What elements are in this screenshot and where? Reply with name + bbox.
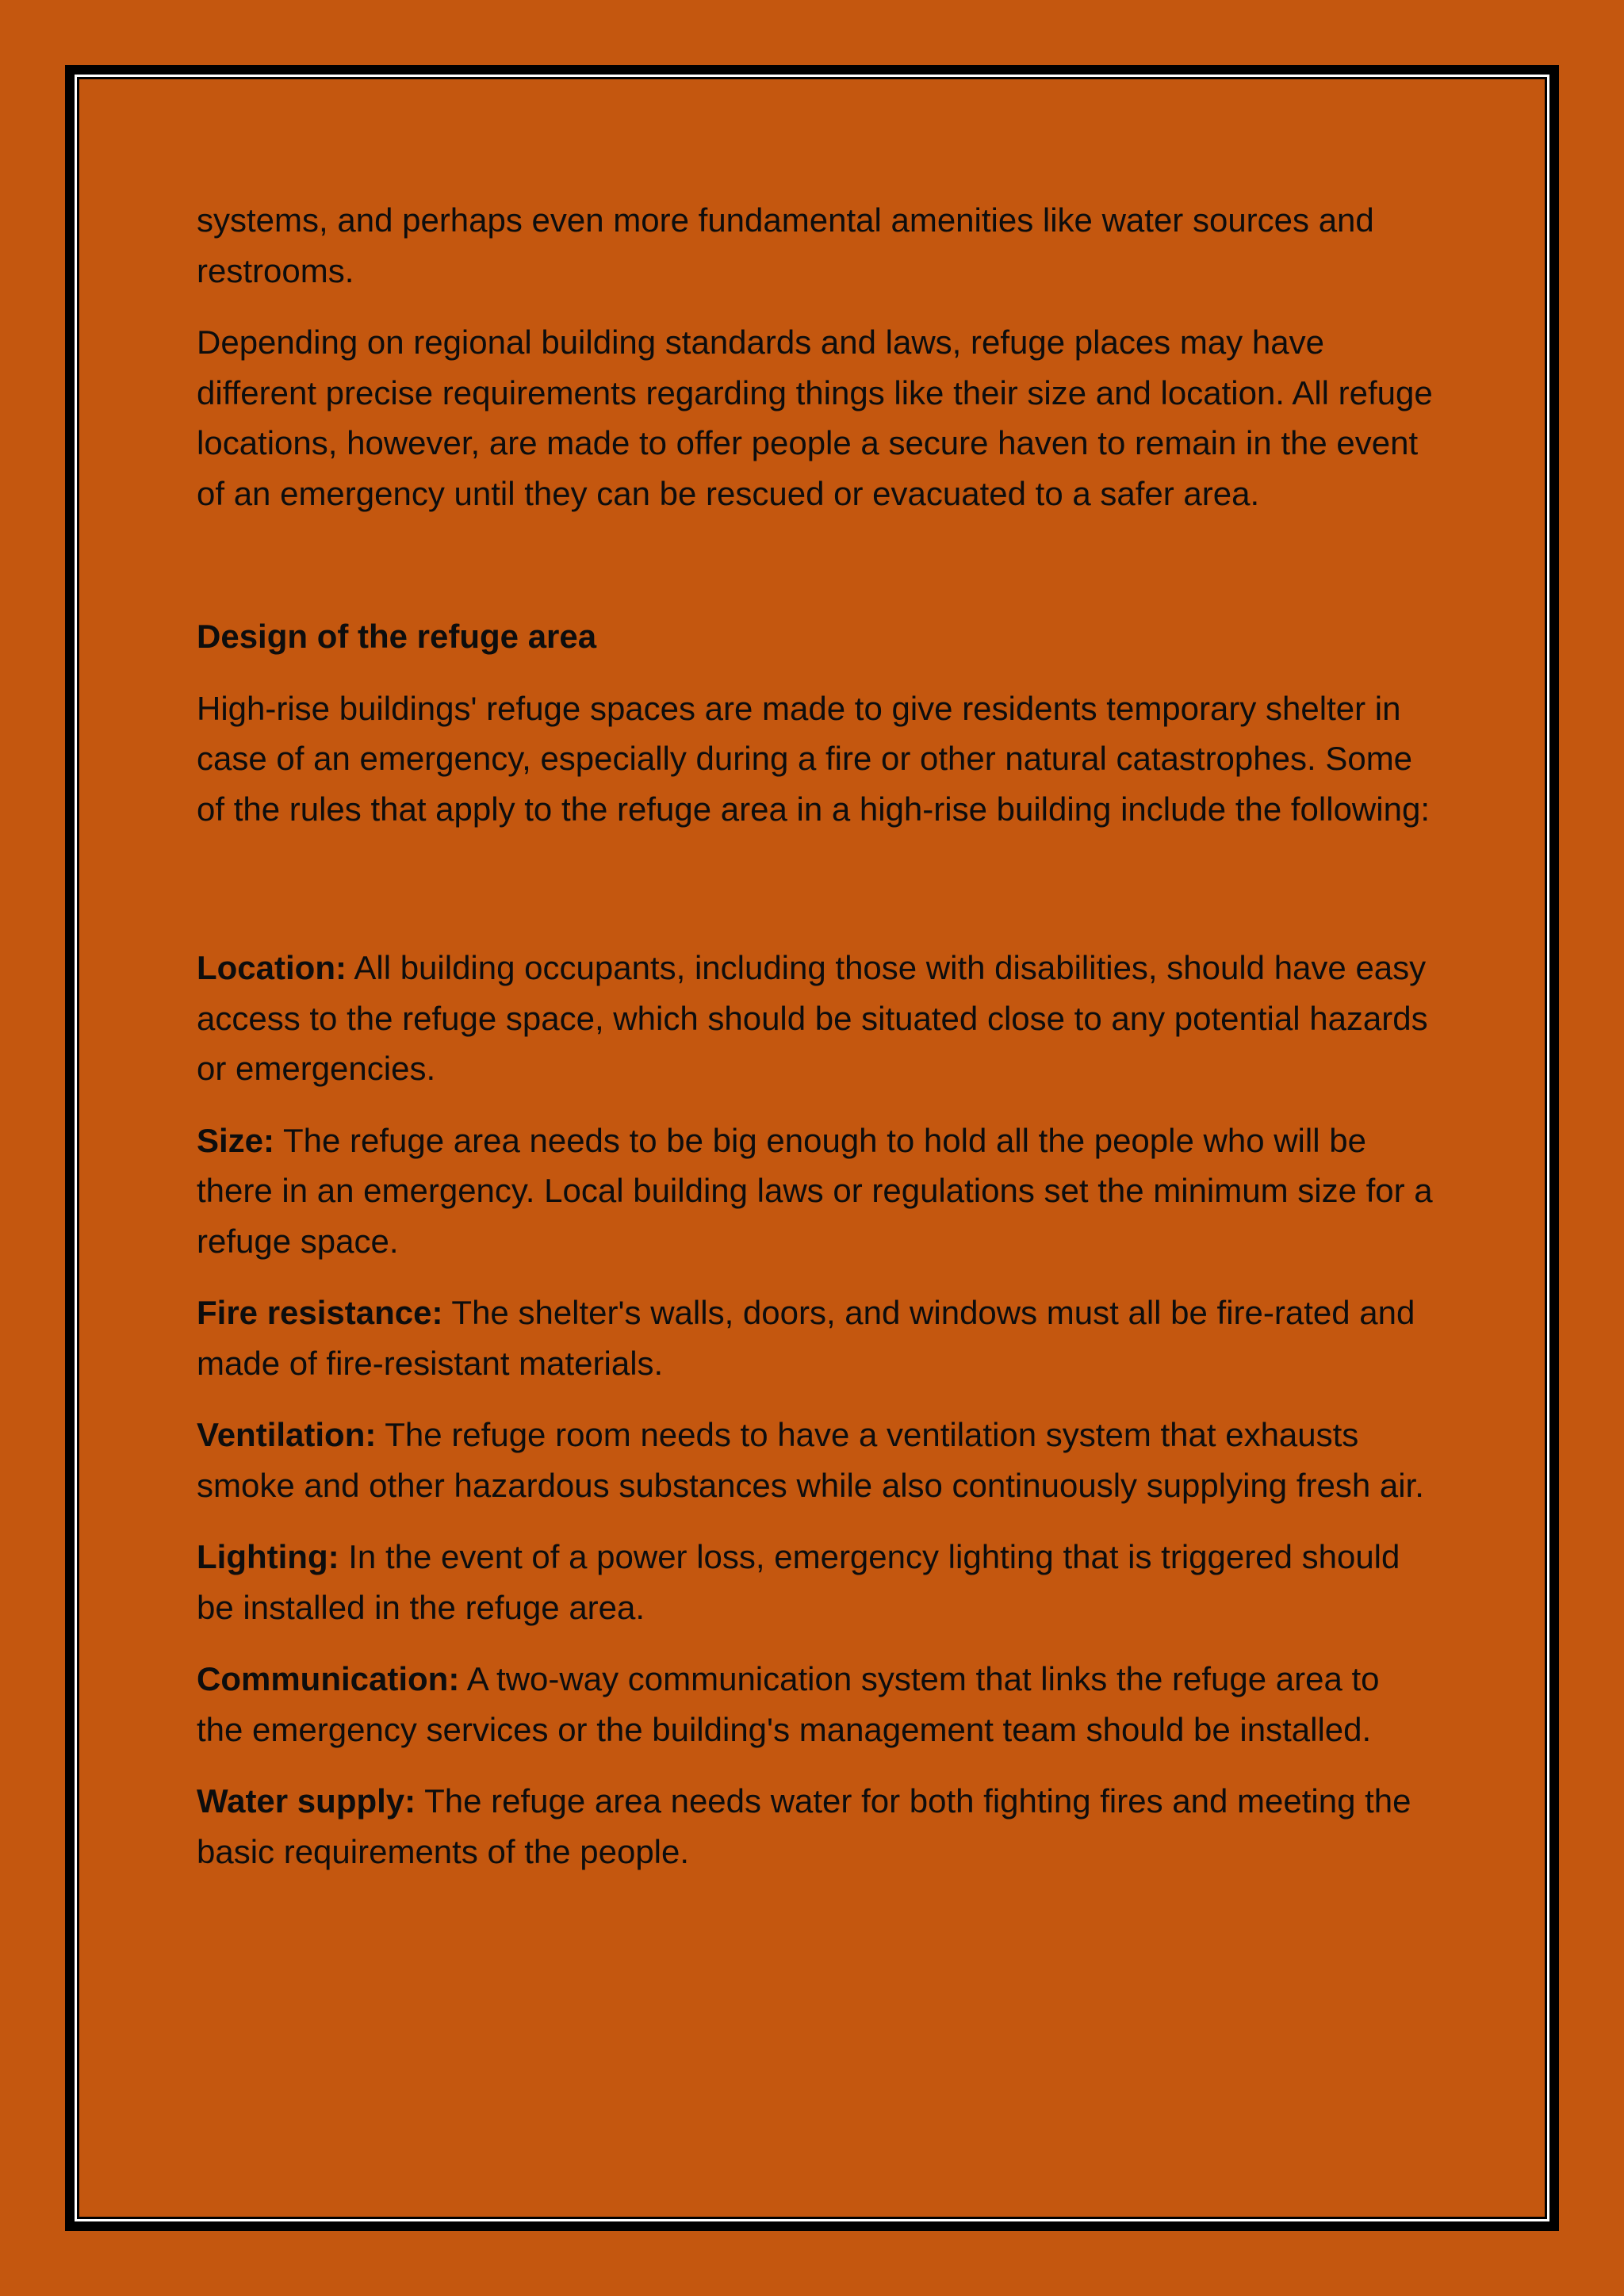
rule-item-text: The shelter's walls, doors, and windows must all be fire-rated and made of fire-resistant materials. xyxy=(197,1294,1415,1382)
rule-item-title: Lighting: xyxy=(197,1538,339,1575)
intro-paragraph-1: systems, and perhaps even more fundamental amenities like water sources and restrooms. xyxy=(197,201,1374,289)
rule-item-title: Fire resistance: xyxy=(197,1294,443,1331)
rule-item-lighting xyxy=(197,1532,1434,1632)
rule-item-water-supply xyxy=(197,1776,1434,1877)
rule-item-text: The refuge room needs to have a ventilation system that exhausts smoke and other hazardous substances while also continuously supplying fresh air. xyxy=(197,1416,1424,1504)
rule-item-title: Water supply: xyxy=(197,1782,416,1820)
rule-item-title: Communication: xyxy=(197,1660,460,1697)
rule-item-fire-resistance xyxy=(197,1288,1434,1388)
rule-item-text: A two-way communication system that links the refuge area to the emergency services or the building's management team should be installed. xyxy=(197,1660,1380,1748)
rule-item-title: Location: xyxy=(197,949,347,986)
spacer xyxy=(197,855,1434,943)
section-intro-paragraph: High-rise buildings' refuge spaces are made to give residents temporary shelter in case of an emergency, especially during a fire or other natural catastrophes. Some of the rules that apply to the refuge area in a high-rise building include the following: xyxy=(197,689,1430,828)
document-body xyxy=(197,195,1434,1898)
rule-item-communication xyxy=(197,1654,1434,1755)
intro-paragraph-2: Depending on regional building standards and laws, refuge places may have different precise requirements regarding things like their size and location. All refuge locations, however, are made to offer people a secure haven to remain in the event of an emergency until they can be rescued or evacuated to a safer area. xyxy=(197,323,1433,512)
rule-item-location xyxy=(197,943,1434,1094)
rule-item-text: In the event of a power loss, emergency lighting that is triggered should be installed in the refuge area. xyxy=(197,1538,1400,1626)
rule-item-title: Size: xyxy=(197,1121,275,1159)
rule-item-text: The refuge area needs water for both fighting fires and meeting the basic requirements of the people. xyxy=(197,1782,1411,1870)
rule-item-text: The refuge area needs to be big enough to hold all the people who will be there in an emergency. Local building laws or regulations set the minimum size for a refuge space. xyxy=(197,1121,1433,1260)
rule-item-text: All building occupants, including those with disabilities, should have easy access to the refuge space, which should be situated close to any potential hazards or emergencies. xyxy=(197,949,1428,1087)
rule-item-ventilation xyxy=(197,1410,1434,1510)
rule-item-title: Ventilation: xyxy=(197,1416,377,1453)
section-heading: Design of the refuge area xyxy=(197,618,597,655)
rule-item-size xyxy=(197,1115,1434,1267)
spacer xyxy=(197,540,1434,611)
